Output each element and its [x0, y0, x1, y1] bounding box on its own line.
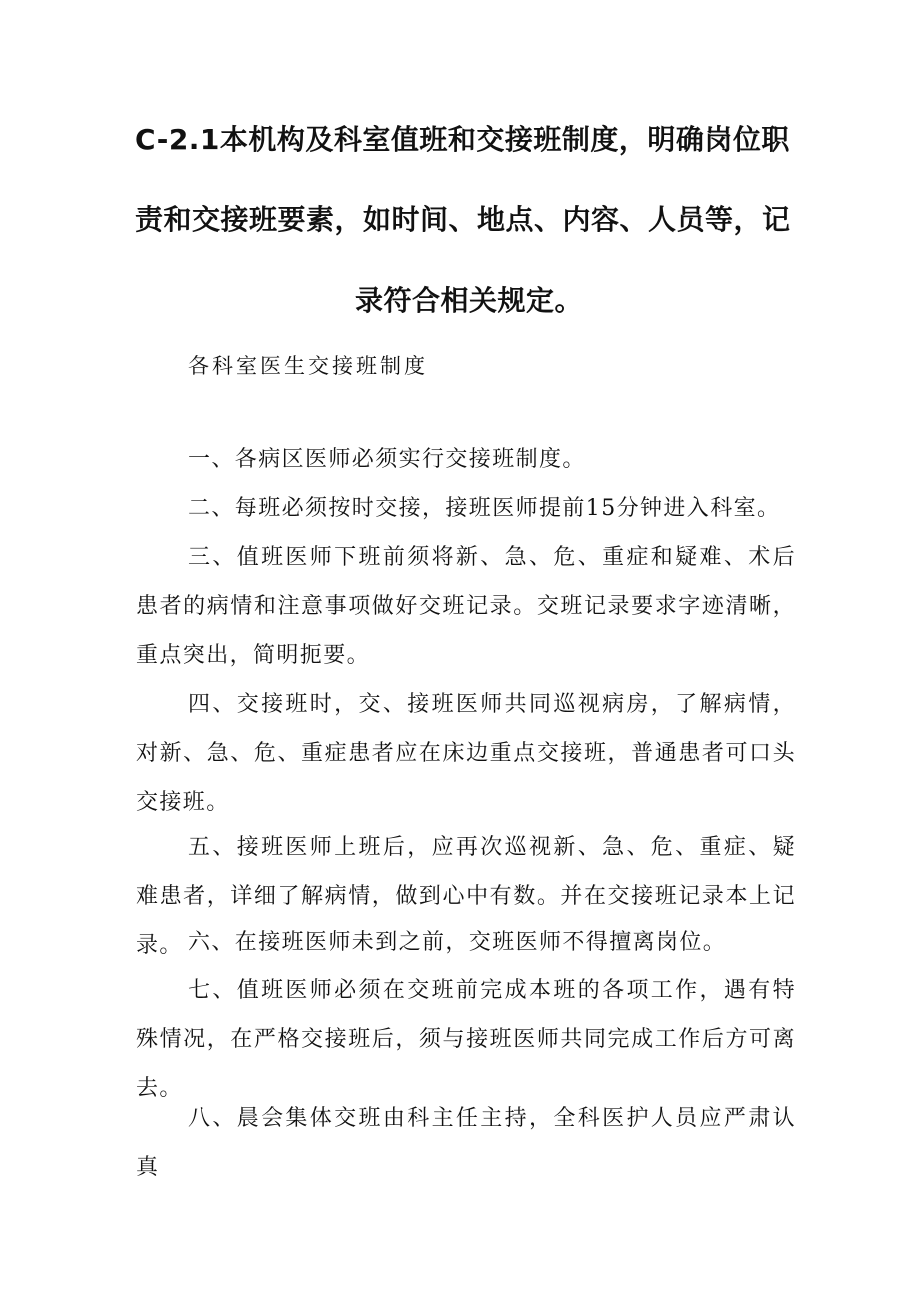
paragraph-rule-7: 七、值班医师必须在交班前完成本班的各项工作，遇有特殊情况，在严格交接班后，须与接班医师共同完成工作后方可离去。: [136, 978, 796, 1101]
paragraph-rule-8: 八、晨会集体交班由科主任主持，全科医护人员应严肃认真: [136, 1106, 796, 1180]
section-title: 各科室医生交接班制度: [188, 354, 428, 378]
document-heading-line-1: C-2.1本机构及科室值班和交接班制度，明确岗位职: [135, 123, 790, 156]
paragraph-rule-1: 一、各病区医师必须实行交接班制度。: [188, 447, 586, 472]
paragraph-rule-4: 四、交接班时，交、接班医师共同巡视病房，了解病情，对新、急、危、重症患者应在床边重点交接班，普通患者可口头交接班。: [136, 692, 796, 815]
paragraph-rule-5: 五、接班医师上班后，应再次巡视新、急、危、重症、疑难患者，详细了解病情，做到心中有数。并在交接班记录本上记录。: [136, 835, 796, 958]
document-heading-line-3: 录符合相关规定。: [355, 284, 584, 317]
paragraph-rule-3: 三、值班医师下班前须将新、急、危、重症和疑难、术后患者的病情和注意事项做好交班记录。交班记录要求字迹清晰，重点突出，简明扼要。: [136, 545, 796, 668]
paragraph-rule-2: 二、每班必须按时交接，接班医师提前15分钟进入科室。: [188, 496, 781, 521]
document-heading-line-2: 责和交接班要素，如时间、地点、内容、人员等，记: [135, 203, 791, 236]
paragraph-rule-6: 六、在接班医师未到之前，交班医师不得擅离岗位。: [188, 930, 727, 955]
